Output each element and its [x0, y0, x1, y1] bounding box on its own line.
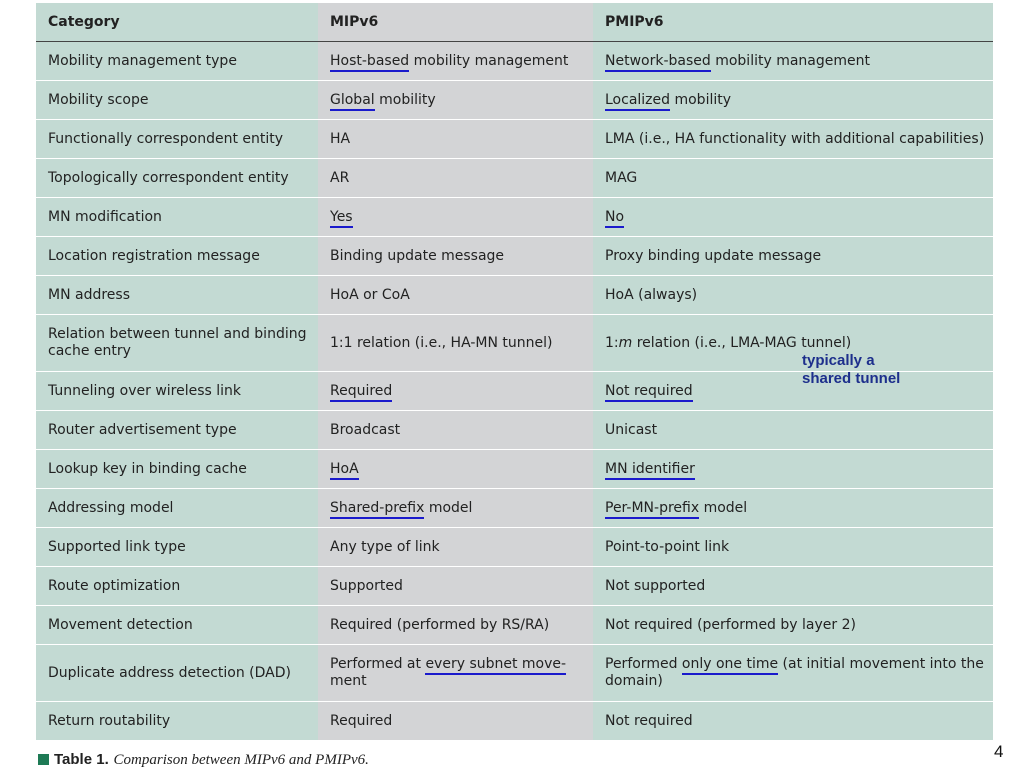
pmipv6-cell	[593, 159, 993, 198]
table-row	[36, 159, 993, 198]
cell-text: model	[699, 499, 748, 516]
pmipv6-cell	[593, 645, 993, 702]
mipv6-cell	[318, 528, 593, 567]
cell-text: mobility	[670, 91, 732, 108]
cell-text: mobility	[374, 91, 436, 108]
mipv6-cell	[318, 315, 593, 372]
mipv6-cell	[318, 372, 593, 411]
category-cell: Supported link type	[36, 528, 318, 567]
mipv6-cell	[318, 159, 593, 198]
category-cell: MN address	[36, 276, 318, 315]
table-body	[36, 42, 993, 741]
highlighted-text: only one time	[682, 656, 778, 675]
highlighted-text: Yes	[330, 209, 353, 228]
table-row	[36, 489, 993, 528]
highlighted-text: Not required	[605, 383, 693, 402]
cell-text: AR	[330, 169, 350, 186]
cell-text: MAG	[605, 169, 638, 186]
mipv6-cell	[318, 606, 593, 645]
cell-text: 1:1 relation (i.e., HA-MN tunnel)	[330, 334, 553, 351]
pmipv6-cell	[593, 411, 993, 450]
caption-label: Table 1.	[54, 751, 109, 768]
category-cell: Duplicate address detection (DAD)	[36, 645, 318, 702]
pmipv6-cell	[593, 120, 993, 159]
table-row	[36, 198, 993, 237]
highlighted-text: MN identifier	[605, 461, 695, 480]
caption-square-icon	[38, 754, 49, 765]
cell-text: Proxy binding update message	[605, 247, 822, 264]
cell-text: Required	[330, 712, 393, 729]
cell-text: Binding update message	[330, 247, 505, 264]
mipv6-cell	[318, 645, 593, 702]
category-cell: Functionally correspondent entity	[36, 120, 318, 159]
category-cell: Location registration message	[36, 237, 318, 276]
cell-text: Performed at	[330, 656, 426, 672]
highlighted-text: No	[605, 209, 624, 228]
highlighted-text: Per-MN-prefix	[605, 500, 699, 519]
handwritten-annotation: typically a shared tunnel	[802, 352, 901, 387]
cell-text: model	[424, 499, 473, 516]
cell-text: (at initial movement into the domain)	[605, 656, 984, 689]
highlighted-text: Required	[330, 383, 392, 402]
pmipv6-cell	[593, 315, 993, 372]
mipv6-cell	[318, 198, 593, 237]
cell-text: HoA (always)	[605, 286, 698, 303]
table-row	[36, 120, 993, 159]
cell-text: relation (i.e., LMA-MAG tunnel)	[632, 334, 852, 351]
page-number: 4	[994, 742, 1004, 761]
table-row	[36, 645, 993, 702]
mipv6-cell	[318, 450, 593, 489]
category-cell: Lookup key in binding cache	[36, 450, 318, 489]
pmipv6-cell	[593, 81, 993, 120]
pmipv6-cell	[593, 198, 993, 237]
table-header-row	[36, 3, 993, 42]
mipv6-cell	[318, 411, 593, 450]
table-row	[36, 237, 993, 276]
caption-text: Comparison between MIPv6 and PMIPv6.	[113, 752, 369, 768]
cell-text: HA	[330, 130, 351, 147]
highlighted-text: Host-based	[330, 53, 409, 72]
table-row	[36, 450, 993, 489]
header-category: Category	[36, 3, 318, 42]
highlighted-text: Network-based	[605, 53, 711, 72]
category-cell: Topologically correspondent entity	[36, 159, 318, 198]
cell-text: Unicast	[605, 421, 658, 438]
table-row	[36, 42, 993, 81]
highlighted-text: Global	[330, 92, 375, 111]
mipv6-cell	[318, 120, 593, 159]
cell-text: Not required	[605, 712, 693, 729]
category-cell: MN modification	[36, 198, 318, 237]
pmipv6-cell	[593, 489, 993, 528]
table-row	[36, 606, 993, 645]
mipv6-cell	[318, 237, 593, 276]
pmipv6-cell	[593, 372, 993, 411]
cell-text: LMA (i.e., HA functionality with additional capabilities)	[605, 130, 985, 147]
pmipv6-cell	[593, 528, 993, 567]
mipv6-cell	[318, 702, 593, 741]
mipv6-cell	[318, 42, 593, 81]
category-cell: Return routability	[36, 702, 318, 741]
mipv6-cell	[318, 489, 593, 528]
cell-text: mobility management	[710, 52, 870, 69]
mipv6-cell	[318, 81, 593, 120]
cell-text: HoA or CoA	[330, 286, 410, 303]
mipv6-cell	[318, 567, 593, 606]
pmipv6-cell	[593, 702, 993, 741]
cell-text: Required (performed by RS/RA)	[330, 616, 550, 633]
category-cell: Tunneling over wireless link	[36, 372, 318, 411]
cell-text: Not supported	[605, 577, 706, 594]
table-row	[36, 411, 993, 450]
category-cell: Relation between tunnel and binding cache entry	[36, 315, 318, 372]
category-cell: Mobility management type	[36, 42, 318, 81]
highlighted-text: every subnet move-	[425, 656, 566, 675]
cell-text: Not required (performed by layer 2)	[605, 616, 856, 633]
category-cell: Addressing model	[36, 489, 318, 528]
table-caption	[38, 750, 369, 769]
highlighted-text: HoA	[330, 461, 359, 480]
cell-text: Supported	[330, 577, 403, 594]
category-cell: Mobility scope	[36, 81, 318, 120]
header-pmipv6: PMIPv6	[593, 3, 993, 42]
cell-text: ment	[330, 673, 367, 689]
pmipv6-cell	[593, 606, 993, 645]
cell-text: Performed	[605, 656, 682, 672]
cell-text: 1:	[605, 334, 619, 351]
cell-text: mobility management	[409, 52, 569, 69]
category-cell: Movement detection	[36, 606, 318, 645]
cell-text: Point-to-point link	[605, 538, 730, 555]
header-mipv6: MIPv6	[318, 3, 593, 42]
table-row	[36, 567, 993, 606]
table-row	[36, 81, 993, 120]
pmipv6-cell	[593, 276, 993, 315]
pmipv6-cell	[593, 450, 993, 489]
pmipv6-cell	[593, 42, 993, 81]
pmipv6-cell	[593, 567, 993, 606]
highlighted-text: Shared-prefix	[330, 500, 424, 519]
mipv6-cell	[318, 276, 593, 315]
cell-text: Any type of link	[330, 538, 440, 555]
cell-text: m	[618, 334, 633, 351]
table-row	[36, 702, 993, 741]
highlighted-text: Localized	[605, 92, 670, 111]
table-row	[36, 276, 993, 315]
category-cell: Router advertisement type	[36, 411, 318, 450]
table-row	[36, 528, 993, 567]
cell-text: Broadcast	[330, 421, 401, 438]
pmipv6-cell	[593, 237, 993, 276]
category-cell: Route optimization	[36, 567, 318, 606]
